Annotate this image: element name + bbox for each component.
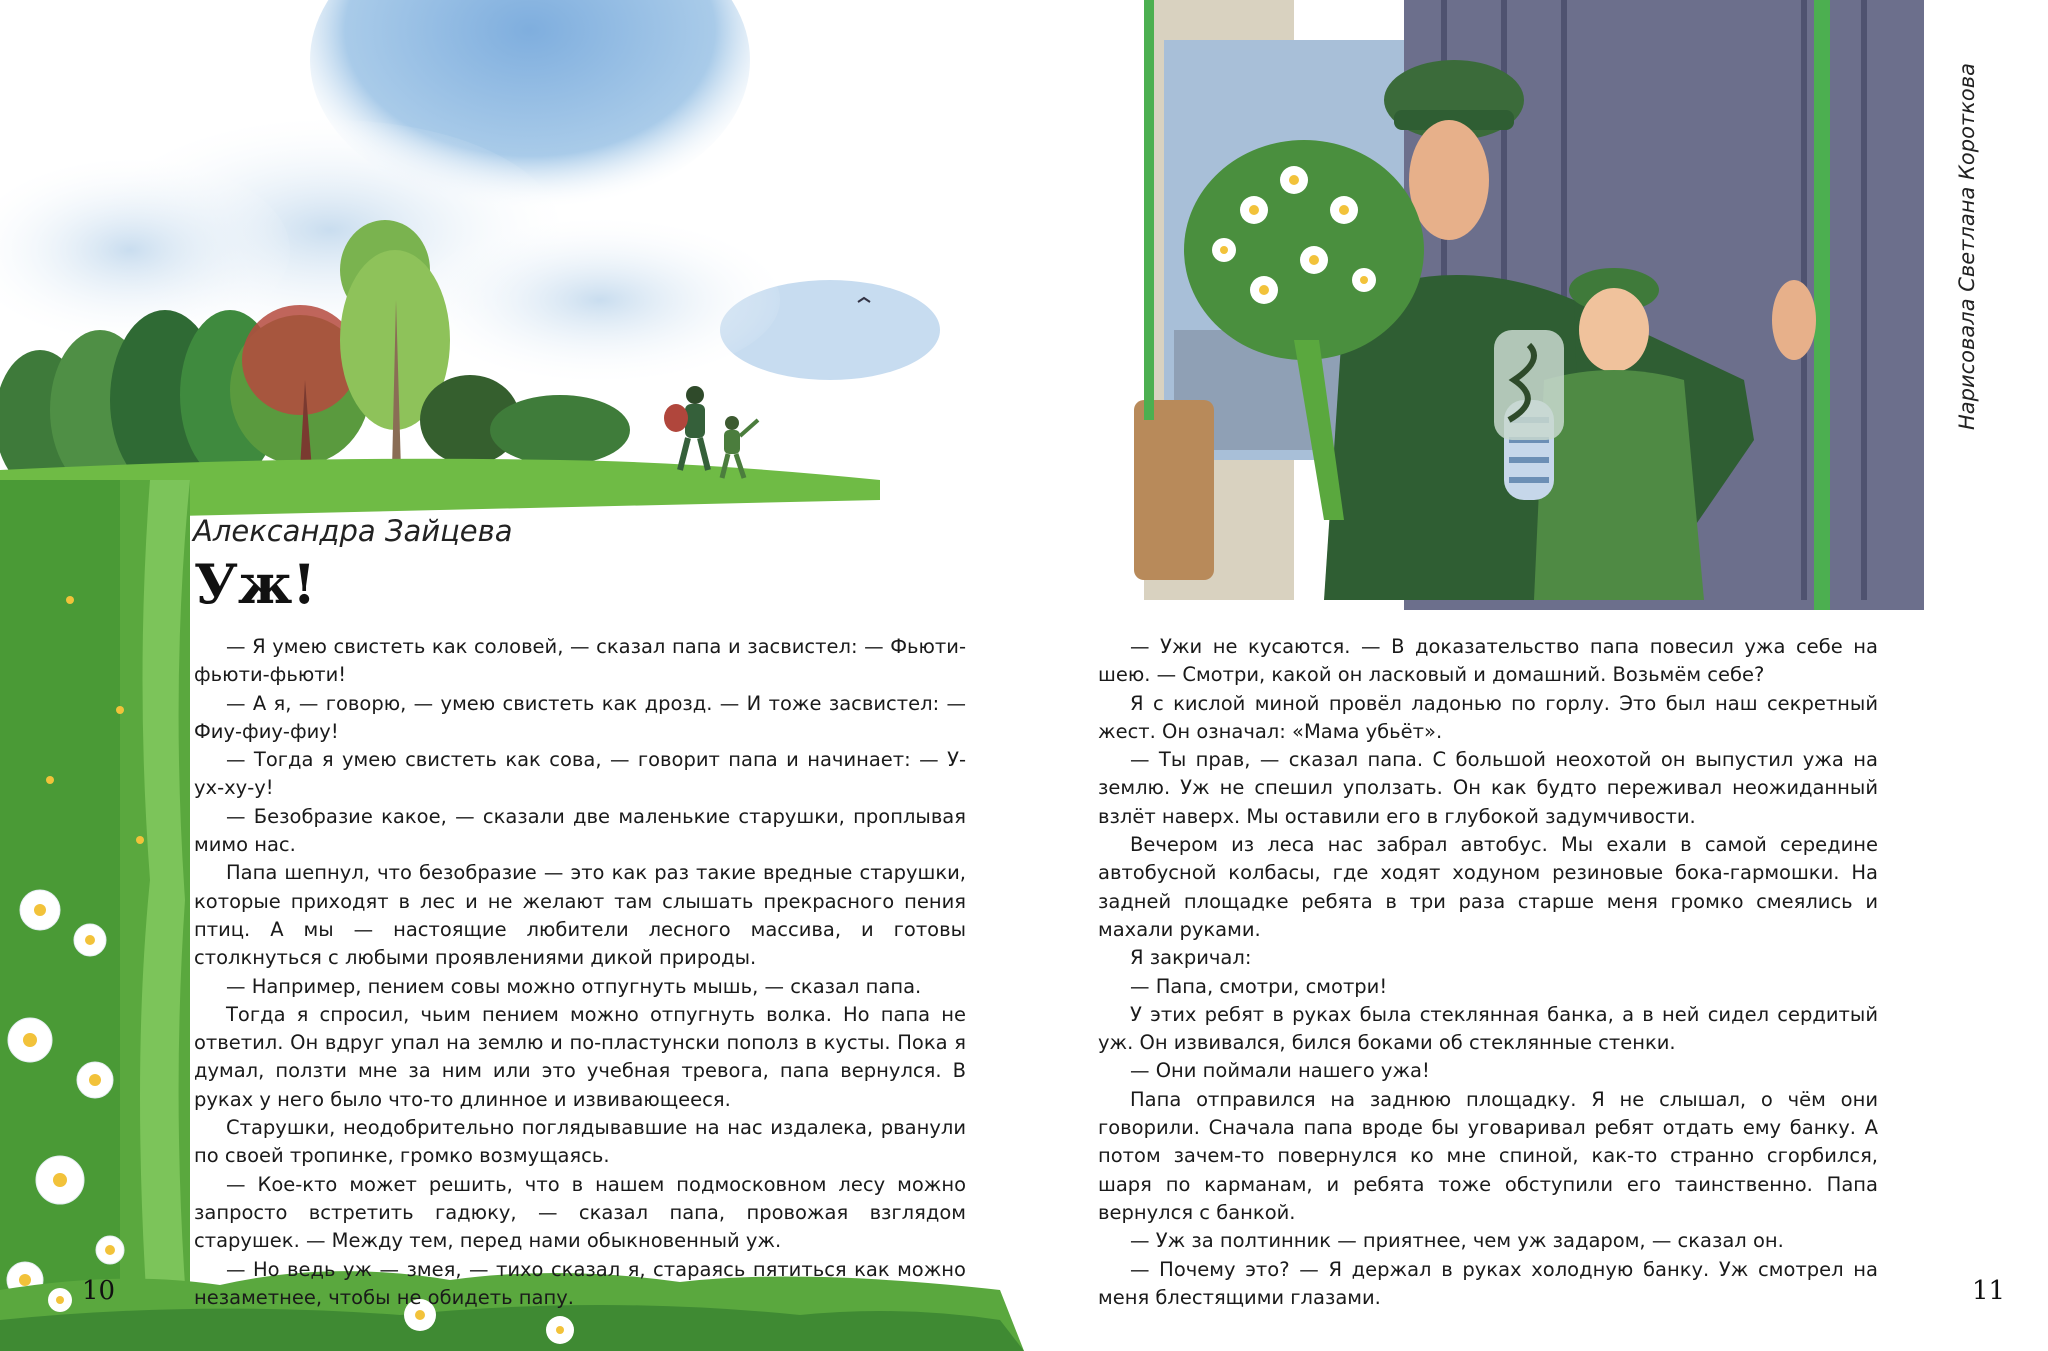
paragraph: — Но ведь уж — змея, — тихо сказал я, стараясь пятиться как можно незаметнее, чтобы не обидеть папу. [194, 1257, 966, 1309]
right-text-column [1098, 633, 1878, 1312]
paragraph: — Безобразие какое, — сказали две маленькие старушки, проплывая мимо нас. [194, 804, 966, 857]
paragraph: — Тогда я умею свистеть как сова, — говорит папа и начинает: — У-ух-ху-у! [194, 748, 966, 800]
paragraph: — Папа, смотри, смотри! [1130, 974, 1388, 998]
paragraph: Папа отправился на заднюю площадку. Я не слышал, о чём они говорили. Сначала папа вроде бы уговаривал ребят отдать ему банку. А потом зачем-то повернулся ко мне спиной, как-то странно сгорбился, шаря по карманам, и ребята тоже обступили его таинственно. Папа вернулся с банкой. [1098, 1087, 1878, 1224]
paragraph: Я с кислой миной провёл ладонью по горлу. Это был наш секретный жест. Он означал: «Мама убьёт». [1098, 691, 1878, 743]
paragraph: Старушки, неодобрительно поглядывавшие на нас издалека, рванули по своей тропинке, громко возмущаясь. [194, 1116, 966, 1168]
left-text-column [194, 633, 966, 1312]
grass-side-illustration [0, 480, 200, 1351]
paragraph: У этих ребят в руках была стеклянная банка, а в ней сидел сердитый уж. Он извивался, бился боками об стеклянные стенки. [1098, 1002, 1878, 1055]
right-page [1024, 0, 2048, 1351]
page-number-right: 11 [1972, 1276, 2006, 1306]
page-number-left: 10 [82, 1276, 116, 1306]
story-title: Уж! [194, 552, 317, 616]
paragraph: Тогда я спросил, чьим пением можно отпугнуть волка. Но папа не ответил. Он вдруг упал на землю и по-пластунски пополз в кусты. Пока я думал, ползти мне за ним или это учебная тревога, папа вернулся. В руках у него было что-то длинное и извивающееся. [194, 1002, 966, 1111]
forest-landscape-illustration [0, 0, 1024, 520]
illustrator-credit: Нарисовала Светлана Короткова [1955, 63, 1979, 430]
paragraph: — Уж за полтинник — приятнее, чем уж задаром, — сказал он. [1130, 1229, 1784, 1253]
paragraph: — Кое-кто может решить, что в нашем подмосковном лесу можно запросто встретить гадюку, — сказал папа, провожая взглядом старушек. — Между тем, перед нами обыкновенный уж. [194, 1172, 966, 1253]
paragraph: — Ты прав, — сказал папа. С большой неохотой он выпустил ужа на землю. Уж не спешил уползать. Он как будто переживал неожиданный взлёт наверх. Мы оставили его в глубокой задумчивости. [1098, 748, 1878, 828]
paragraph: Я закричал: [1130, 946, 1252, 970]
paragraph: — А я, — говорю, — умею свистеть как дрозд. — И тоже засвистел: — Фиу-фиу-фиу! [194, 691, 966, 743]
paragraph: — Они поймали нашего ужа! [1130, 1059, 1430, 1083]
bus-door-illustration [1104, 0, 1964, 620]
paragraph: — Ужи не кусаются. — В доказательство папа повесил ужа себе на шею. — Смотри, какой он ласковый и домашний. Возьмём себе? [1098, 635, 1878, 687]
paragraph: — Например, пением совы можно отпугнуть мышь, — сказал папа. [226, 974, 922, 998]
paragraph: — Почему это? — Я держал в руках холодную банку. Уж смотрел на меня блестящими глазами. [1098, 1257, 1878, 1309]
paragraph: — Я умею свистеть как соловей, — сказал папа и засвистел: — Фьюти-фьюти-фьюти! [194, 635, 966, 687]
paragraph: Вечером из леса нас забрал автобус. Мы ехали в самой середине автобусной колбасы, где ходят ходуном резиновые бока-гармошки. На задней площадке ребята в три раза старше меня громко смеялись и махали руками. [1098, 833, 1878, 941]
author-name: Александра Зайцева [193, 514, 513, 548]
paragraph: Папа шепнул, что безобразие — это как раз такие вредные старушки, которые приходят в лес и не желают там слышать прекрасного пения птиц. А мы — настоящие любители лесного массива, и готовы столкнуться с любыми проявлениями дикой природы. [194, 861, 966, 970]
